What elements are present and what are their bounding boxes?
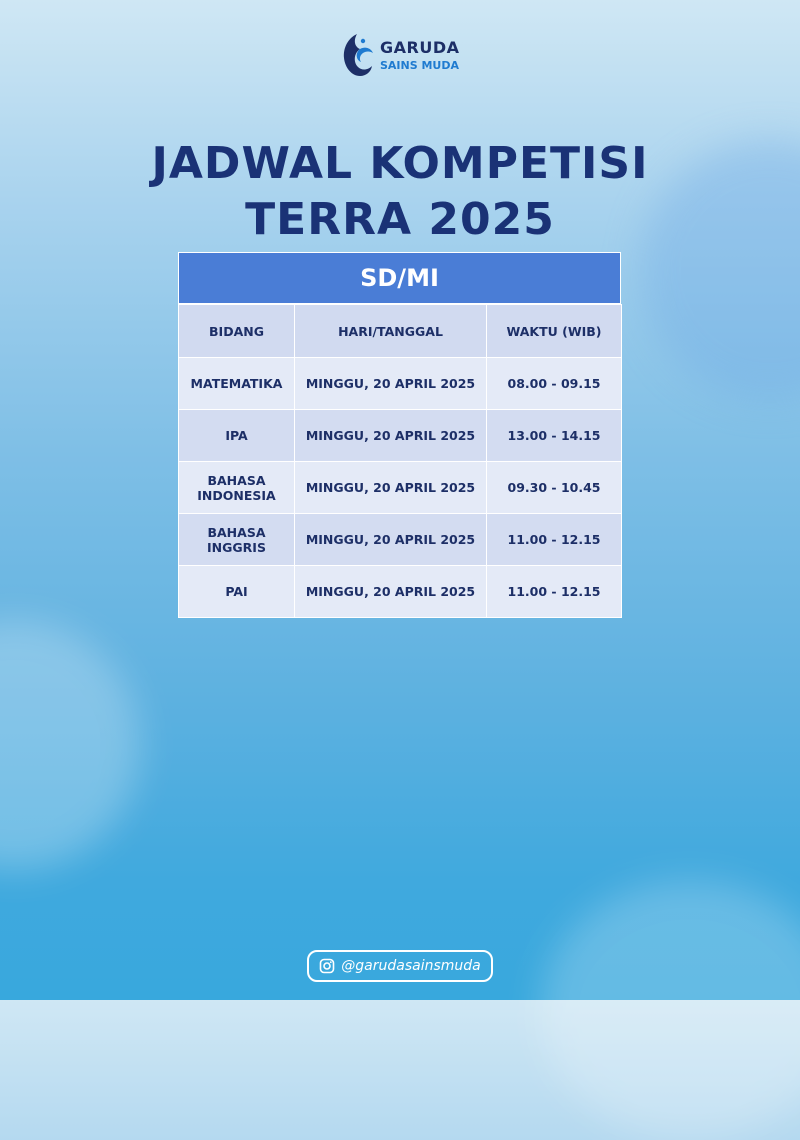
schedule-table [178,252,621,618]
cell-waktu: 11.00 - 12.15 [487,566,622,618]
brand-logo [340,32,460,78]
table-row [179,514,622,566]
cell-bidang: MATEMATIKA [179,358,295,410]
table-row [179,410,622,462]
cell-waktu: 08.00 - 09.15 [487,358,622,410]
cell-bidang: PAI [179,566,295,618]
cell-tanggal: MINGGU, 20 APRIL 2025 [295,358,487,410]
cell-bidang: BAHASA INDONESIA [179,462,295,514]
background-blob [540,880,800,1140]
cell-waktu: 11.00 - 12.15 [487,514,622,566]
cell-tanggal: MINGGU, 20 APRIL 2025 [295,462,487,514]
table-row [179,358,622,410]
column-header-bidang: BIDANG [179,305,295,358]
cell-bidang: IPA [179,410,295,462]
instagram-handle-link[interactable] [307,950,493,982]
brand-subname: SAINS MUDA [380,58,460,72]
cell-bidang: BAHASA INGGRIS [179,514,295,566]
column-header-waktu: WAKTU (WIB) [487,305,622,358]
brand-name: GARUDA [380,37,460,57]
table-header-row [179,305,622,358]
cell-tanggal: MINGGU, 20 APRIL 2025 [295,566,487,618]
cell-waktu: 13.00 - 14.15 [487,410,622,462]
cell-tanggal: MINGGU, 20 APRIL 2025 [295,410,487,462]
column-header-tanggal: HARI/TANGGAL [295,305,487,358]
instagram-icon [319,958,335,974]
background-blob [0,620,140,870]
instagram-handle: @garudasainsmuda [341,958,481,974]
page-title-line2: TERRA 2025 [245,194,555,245]
garuda-logo-icon [340,32,374,78]
table-row [179,566,622,618]
table-row [179,462,622,514]
table-level-header: SD/MI [178,252,621,304]
cell-waktu: 09.30 - 10.45 [487,462,622,514]
page-title-line1: JADWAL KOMPETISI [151,138,649,189]
cell-tanggal: MINGGU, 20 APRIL 2025 [295,514,487,566]
